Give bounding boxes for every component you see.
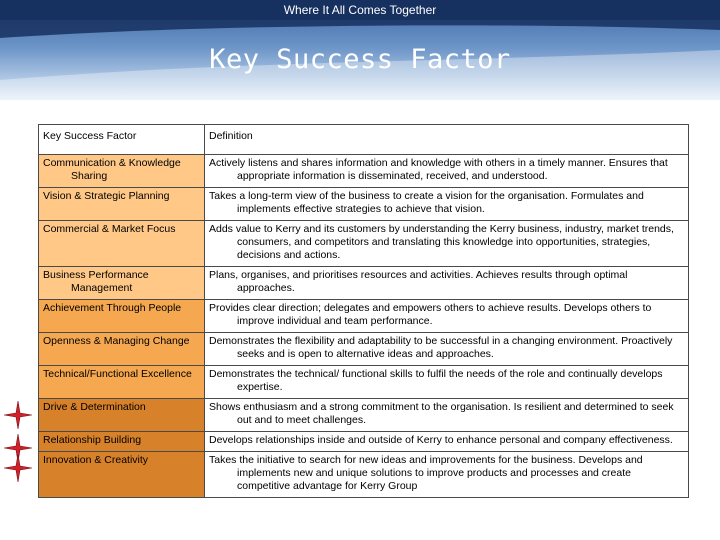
column-header-factor: Key Success Factor xyxy=(39,125,205,155)
definition-text: Takes a long-term view of the business to create a vision for the organisation. Formulates and implements effective strategies to achieve that vision. xyxy=(209,190,644,215)
table-row xyxy=(39,188,689,221)
factor-cell xyxy=(39,333,205,366)
factor-cell xyxy=(39,300,205,333)
factor-cell xyxy=(39,267,205,300)
definition-text: Adds value to Kerry and its customers by understanding the Kerry business, industry, market trends, consumers, and competitors and translating this knowledge into opportunities, strategies, decisions and actions. xyxy=(209,223,674,261)
factor-cell xyxy=(39,366,205,399)
definition-cell xyxy=(205,188,689,221)
definition-text: Provides clear direction; delegates and empowers others to achieve results. Develops others to improve individual and team performance. xyxy=(209,302,652,327)
factor-cell xyxy=(39,221,205,267)
definition-text: Demonstrates the technical/ functional skills to fulfil the needs of the role and continually develops expertise. xyxy=(209,368,663,393)
table-row xyxy=(39,155,689,188)
definition-text: Demonstrates the flexibility and adaptability to be successful in a changing environment. Proactively seeks and is open to alternative ideas and approaches. xyxy=(209,335,673,360)
table-row xyxy=(39,267,689,300)
factor-label: Innovation & Creativity xyxy=(43,454,149,466)
definition-cell xyxy=(205,366,689,399)
table-row xyxy=(39,432,689,452)
table-row xyxy=(39,300,689,333)
table-body xyxy=(39,155,689,498)
factor-label: Communication & Knowledge Sharing xyxy=(43,157,181,182)
definition-cell xyxy=(205,432,689,452)
key-success-factor-table xyxy=(38,124,689,498)
star-marker-icon xyxy=(4,401,32,429)
definition-text: Plans, organises, and prioritises resources and activities. Achieves results through optimal approaches. xyxy=(209,269,628,294)
factor-label: Technical/Functional Excellence xyxy=(43,368,192,380)
table-header-row xyxy=(39,125,689,155)
table-row xyxy=(39,452,689,498)
tagline: Where It All Comes Together xyxy=(283,3,437,17)
factor-cell xyxy=(39,432,205,452)
definition-text: Takes the initiative to search for new ideas and improvements for the business. Develops and implements new and unique solutions to improve products and processes and create competitive advantage for Kerry Group xyxy=(209,454,643,492)
definition-text: Actively listens and shares information and knowledge with others in a timely manner. Ensures that appropriate information is disseminated, received, and understood. xyxy=(209,157,668,182)
definition-cell xyxy=(205,221,689,267)
table-row xyxy=(39,333,689,366)
factor-cell xyxy=(39,452,205,498)
factor-label: Vision & Strategic Planning xyxy=(43,190,170,202)
tagline-bar xyxy=(0,0,720,20)
factor-label: Drive & Determination xyxy=(43,401,146,413)
definition-cell xyxy=(205,300,689,333)
factor-cell xyxy=(39,188,205,221)
definition-cell xyxy=(205,399,689,432)
definition-cell xyxy=(205,452,689,498)
factor-cell xyxy=(39,399,205,432)
page-title: Key Success Factor xyxy=(209,44,511,75)
table-row xyxy=(39,366,689,399)
factor-label: Relationship Building xyxy=(43,434,142,446)
definition-cell xyxy=(205,155,689,188)
definition-text: Shows enthusiasm and a strong commitment to the organisation. Is resilient and determined to seek out and to meet challenges. xyxy=(209,401,674,426)
star-marker-icon xyxy=(4,454,32,482)
definition-text: Develops relationships inside and outside of Kerry to enhance personal and company effectiveness. xyxy=(209,434,673,446)
column-header-definition: Definition xyxy=(205,125,689,155)
definition-cell xyxy=(205,333,689,366)
table-row xyxy=(39,221,689,267)
factor-cell xyxy=(39,155,205,188)
factor-label: Achievement Through People xyxy=(43,302,182,314)
factor-label: Openness & Managing Change xyxy=(43,335,190,347)
table-row xyxy=(39,399,689,432)
factor-label: Commercial & Market Focus xyxy=(43,223,176,235)
factor-label: Business Performance Management xyxy=(43,269,149,294)
definition-cell xyxy=(205,267,689,300)
